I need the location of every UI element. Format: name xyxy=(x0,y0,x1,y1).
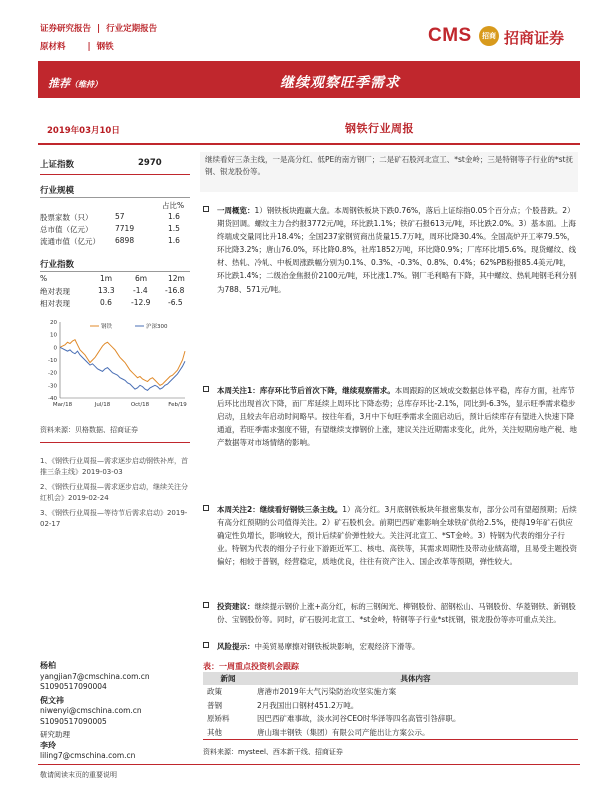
table-cell-value: 唐山瑞丰钢铁（集团）有限公司产能出让方案公示。 xyxy=(253,726,578,740)
series-label: 证券研究报告 xyxy=(40,24,92,34)
bullet-overview xyxy=(203,204,578,296)
scale-label: 总市值（亿元） xyxy=(40,225,93,234)
table-cell-key: 普钢 xyxy=(207,700,222,710)
logo-cms-text: CMS xyxy=(428,25,472,46)
index-cell: 0.6 xyxy=(100,298,112,307)
bullet-text: 1）高分红。3月底钢铁板块年报密集发布，部分公司有望超预期；后续有高分红预期的公司值得关注。2）矿石股机会。前期巴西矿难影响全球铁矿供给2.5%，使得19年矿石供应确定性负增长，影响较大，预计后续矿价弹性较大。关注河北宣工、*ST金岭。3）特钢为代表的细分子行业。特钢为代表的细分子行业下游距近军工、核电、高铁等，其需求周期性及带动业绩高增，且易受主题投资偏好；相较于普钢，经营稳定，质地优良，往往有资产注入、国企改革等预期，弹性较大。 xyxy=(217,505,577,567)
table-row xyxy=(203,712,578,726)
bullet-marker-icon xyxy=(203,642,209,648)
bullet-risk xyxy=(203,640,578,653)
x-tick-label: Jul/18 xyxy=(94,402,111,408)
y-tick-label: -30 xyxy=(48,383,57,390)
company-logo xyxy=(428,25,576,51)
report-title: 继续观察旺季需求 xyxy=(280,75,400,91)
series-line-csi300 xyxy=(60,347,185,390)
related-reports xyxy=(40,456,190,534)
analyst-email[interactable]: liling7@cmschina.com.cn xyxy=(40,751,136,760)
index-cell: -1.4 xyxy=(133,286,148,295)
index-cell: -16.8 xyxy=(165,286,185,295)
analyst-name: 倪文祎 xyxy=(40,695,64,705)
analyst-license: S1090517090005 xyxy=(40,716,107,726)
analyst-role: 研究助理 xyxy=(40,730,70,739)
rating-note: （维持） xyxy=(70,80,102,89)
table-cell-key: 原矫料 xyxy=(207,714,230,724)
scale-pct: 1.6 xyxy=(168,212,180,221)
rating-value: 推荐 xyxy=(48,77,70,90)
divider xyxy=(38,764,580,765)
index-value: 2970 xyxy=(138,158,162,168)
industry-label: 钢铁 xyxy=(96,42,114,52)
header-line-2 xyxy=(40,40,114,52)
analyst-name: 李玲 xyxy=(40,740,56,750)
divider xyxy=(40,174,190,175)
index-col-header: 1m xyxy=(100,274,113,283)
y-tick-label: -10 xyxy=(48,358,57,364)
bullet-text: 继续提示钢价上涨+高分红，标的三钢闽光、柳钢股份、韶钢松山、马钢股份、华菱钢铁、新钢股份、宝钢股份等。同时，矿石股河北宣工、*st金岭，特钢等子行业*st抚钢，银龙股份等亦可重点关注。 xyxy=(217,602,576,625)
summary-box: 继续看好三条主线，一是高分红、低PE的南方钢厂；二是矿石股河北宣工、*st金岭；三是特钢等子行业的*st抚钢、银龙股份等。 xyxy=(200,152,578,192)
bullet-marker-icon xyxy=(203,386,209,392)
divider xyxy=(40,197,190,198)
industry-scale-heading: 行业规模 xyxy=(40,186,75,196)
index-row-label: 相对表现 xyxy=(40,299,70,308)
divider xyxy=(40,271,190,272)
x-tick-label: Mar/18 xyxy=(52,402,73,408)
bullet-text: 1）钢铁板块跑赢大盘。本周钢铁板块下跌0.76%，落后上证综指0.05个百分点；个股普跌。2）期货回调。螺纹主力合约报3772元/吨，环比跌1.1%；铁矿石报613元/吨，环比跌2.0%。3）基本面。上海终端成交量同比升18.4%；全国237家钢贸商出货量15.7万吨，周环比降30.4%。全国高炉开工率79.5%，环比降3.2%；唐山76.0%，环比降0.8%，社库1852万吨，环比降0.9%；厂库环比增5.6%。现货螺纹、线材、热轧、冷轧、中板周涨跌幅分别为0.1%、0.3%、-0.3%、0.8%、0.4%；62%PB粉报85.4美元/吨，环比跌1.4%；二级冶金焦报价2100元/吨，环比涨1.7%。钢厂毛利略有下降，其中螺纹、热轧吨钢毛利分别为788、571元/吨。 xyxy=(217,206,577,294)
sector-label: 原材料 xyxy=(40,42,66,52)
legend-label: 钢铁 xyxy=(101,324,113,330)
index-cell: 13.3 xyxy=(98,286,115,295)
logo-chinese-name: 招商证券 xyxy=(504,29,565,47)
related-report-item[interactable]: 1、《钢铁行业周报—需求逐步启动钢铁补库，首推三条主线》2019-03-03 xyxy=(40,457,188,476)
bullet-marker-icon xyxy=(203,206,209,212)
index-cell: -6.5 xyxy=(168,298,183,307)
table-header: 具体内容 xyxy=(253,672,578,685)
table-cell-key: 其他 xyxy=(203,726,253,740)
index-col-header: % xyxy=(40,274,48,283)
index-cell: -12.9 xyxy=(131,298,151,307)
footer-note: 敬请阅读末页的重要说明 xyxy=(40,771,117,779)
analyst-name: 杨柏 xyxy=(40,661,56,670)
chart-source: 资料来源：贝格数据、招商证券 xyxy=(40,426,138,434)
table-header: 新闻 xyxy=(203,672,253,685)
related-report-item[interactable]: 2、《钢铁行业周报—需求逐步启动，继续关注分红机会》2019-02-24 xyxy=(40,483,188,502)
y-tick-label: 20 xyxy=(50,320,57,326)
analyst-email[interactable]: yangjian7@cmschina.com.cn xyxy=(40,671,150,681)
bullet-focus-2 xyxy=(203,503,578,568)
rating xyxy=(48,75,102,91)
y-tick-label: -20 xyxy=(48,370,57,377)
index-row-label: 绝对表现 xyxy=(40,287,70,296)
table-row xyxy=(203,699,578,713)
table-cell-value: 唐港市2019年大气污染防治攻坚实施方案 xyxy=(257,687,397,697)
bullet-investment xyxy=(203,600,578,626)
table-row xyxy=(203,685,578,699)
table-header-row xyxy=(203,672,578,685)
divider xyxy=(38,143,580,145)
pct-header: 占比% xyxy=(162,201,185,210)
scale-pct: 1.5 xyxy=(168,224,180,233)
scale-value: 7719 xyxy=(115,224,135,233)
bullet-text: 中美贸易摩擦对钢铁板块影响，宏观经济下滑等。 xyxy=(254,642,420,651)
table-source: 资料来源：mysteel、西本新干线、招商证券 xyxy=(203,748,343,756)
performance-chart-svg xyxy=(40,316,190,412)
analyst-email[interactable]: niwenyi@cmschina.com.cn xyxy=(40,706,142,715)
index-col-header: 6m xyxy=(135,274,148,283)
y-tick-label: 10 xyxy=(50,332,57,339)
y-tick-label: 0 xyxy=(53,345,57,352)
scale-label: 股票家数（只） xyxy=(40,213,93,222)
bullet-lead: 投资建议： xyxy=(217,602,255,611)
report-type: 行业定期报告 xyxy=(106,24,158,34)
scale-value: 57 xyxy=(115,212,125,221)
y-tick-label: -40 xyxy=(48,396,57,402)
legend-label: 沪深300 xyxy=(146,324,168,330)
performance-chart xyxy=(40,316,190,412)
bullet-lead: 风险提示： xyxy=(217,642,255,651)
scale-value: 6898 xyxy=(115,236,135,245)
scale-pct: 1.6 xyxy=(168,236,180,245)
table-cell-value: 因巴西矿难事故，淡水河谷CEO时华泽等四名高管引咎辞职。 xyxy=(257,714,461,724)
header-line-1 xyxy=(40,22,157,34)
x-tick-label: Oct/18 xyxy=(130,402,150,408)
header-separator: | xyxy=(97,24,101,34)
table-caption: 表：一周重点投资机会跟踪 xyxy=(203,662,299,671)
report-date: 2019年03月10日 xyxy=(47,126,120,136)
report-subtitle: 钢铁行业周报 xyxy=(345,122,414,135)
table-cell-value: 2月我国出口钢材451.2万吨。 xyxy=(257,700,359,710)
logo-badge-icon: 招商 xyxy=(479,26,499,46)
industry-index-heading: 行业指数 xyxy=(40,260,75,270)
bullet-marker-icon xyxy=(203,602,209,608)
scale-label: 流通市值（亿元） xyxy=(40,237,100,246)
related-report-item[interactable]: 3、《钢铁行业周报—等待节后需求启动》2019-02-17 xyxy=(40,509,188,528)
table-row xyxy=(203,726,578,740)
divider xyxy=(40,442,190,443)
news-table xyxy=(203,672,578,740)
bullet-marker-icon xyxy=(203,505,209,511)
table-cell-key: 政策 xyxy=(207,687,222,697)
bullet-lead: 一周概览： xyxy=(217,206,255,215)
analyst-license: S1090517090004 xyxy=(40,682,107,691)
analyst-block xyxy=(40,658,190,762)
bullet-lead: 本周关注1：库存环比节后首次下降，继续观察需求。 xyxy=(217,386,395,395)
index-col-header: 12m xyxy=(168,274,185,283)
x-tick-label: Feb/19 xyxy=(168,402,187,408)
bullet-focus-1 xyxy=(203,384,578,449)
bullet-lead: 本周关注2：继续看好钢铁三条主线。 xyxy=(217,505,343,514)
index-label: 上证指数 xyxy=(40,160,75,170)
bullet-text: 本周跟踪的区域成交数据总体平稳，库存方面，社库节后环比出现首次下降，而厂库延续上周环比下降态势；总库存环比-2.1%，同比到-6.3%，显示旺季需求稳步启动，且较去年启动时间略早。按往年看，3月中下旬旺季需求全面启动后，预计后续库存有望进入快速下降通道，若旺季需求强度不错，有望继续支撑钢价上涨，建议关注近期需求变化，此外，关注短期房地产税、地产数据等对市场情绪的影响。 xyxy=(217,386,577,448)
header-separator: | xyxy=(87,42,91,52)
